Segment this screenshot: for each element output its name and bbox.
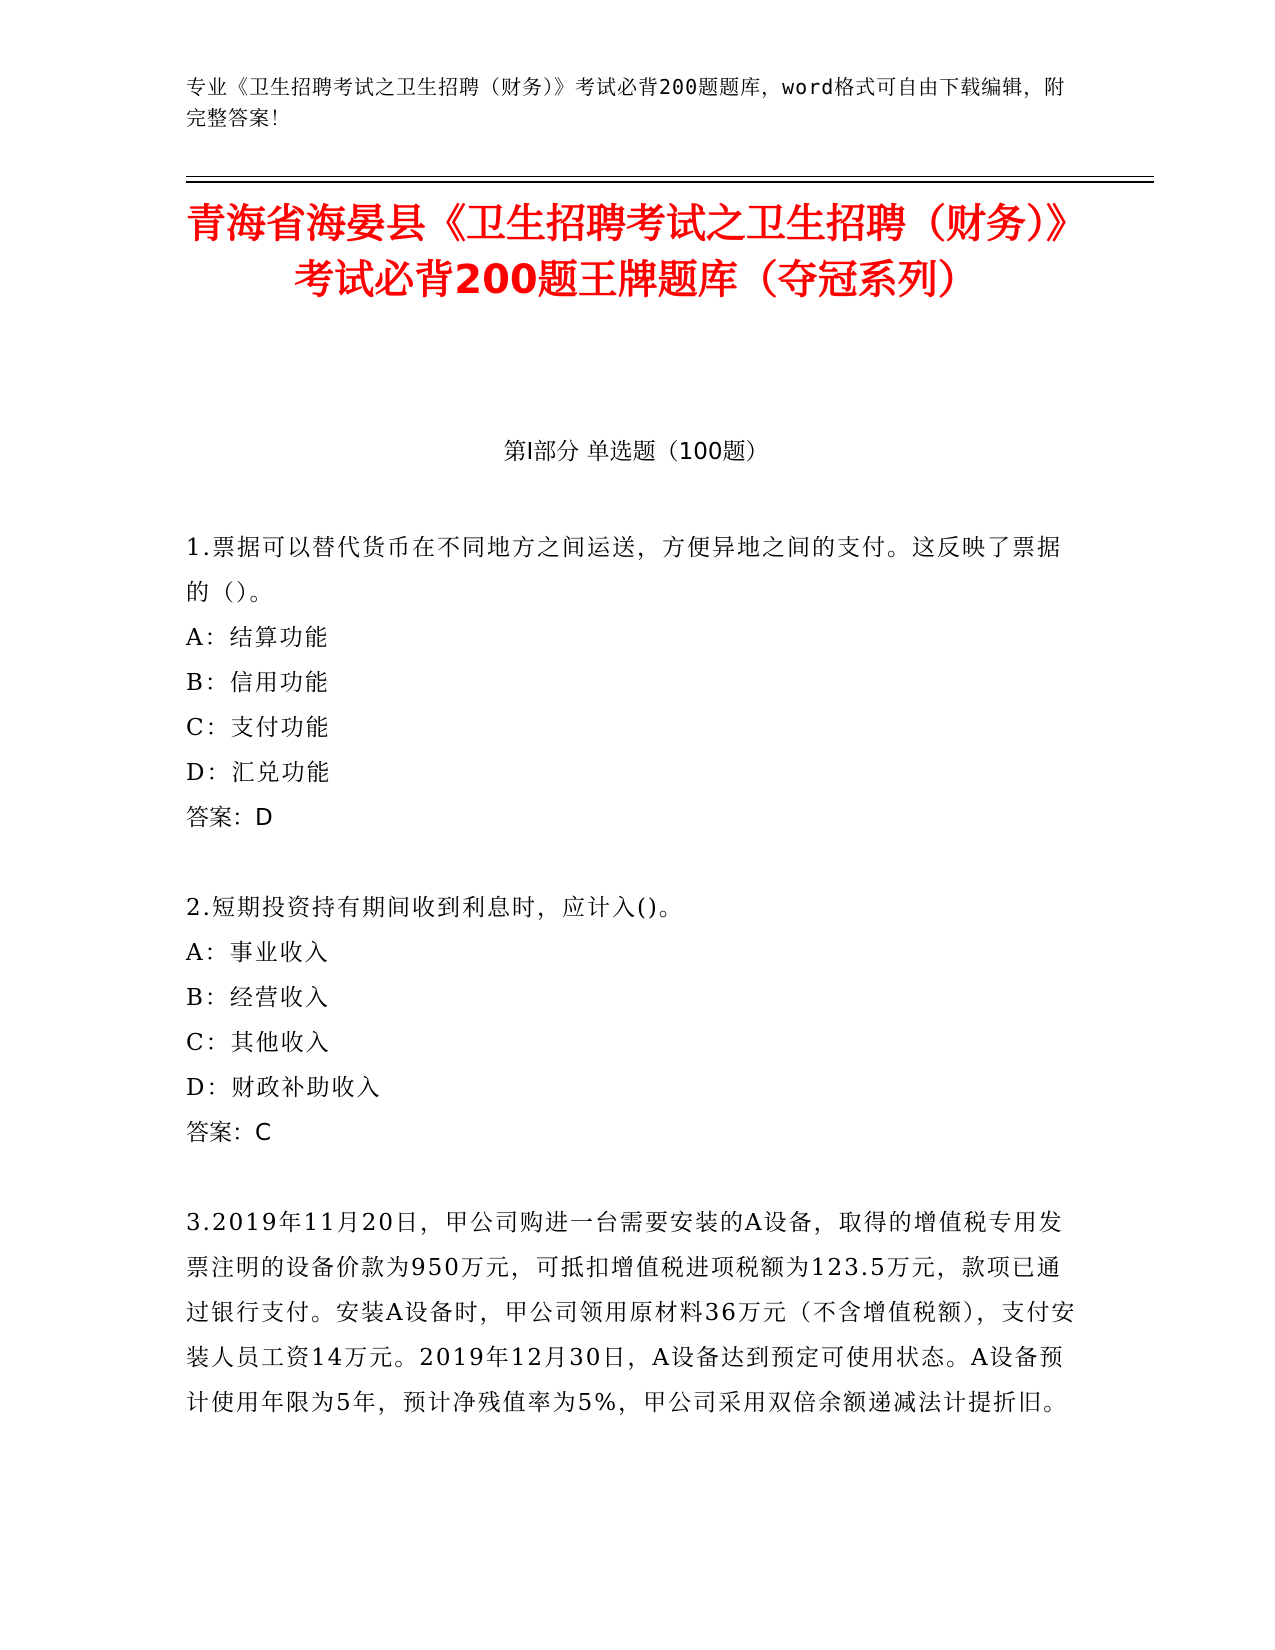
- header-divider-thick: [186, 181, 1154, 183]
- option-b: B：信用功能: [186, 670, 330, 696]
- answer-value: D: [255, 805, 273, 831]
- question-stem: 1.票据可以替代货币在不同地方之间运送，方便异地之间的支付。这反映了票据的（）。: [186, 535, 1062, 606]
- option-d: D：财政补助收入: [186, 1075, 382, 1101]
- document-title: 青海省海晏县《卫生招聘考试之卫生招聘（财务）》考试必背200题王牌题库（夺冠系列）: [186, 201, 1086, 303]
- answer-line: [186, 1111, 1086, 1156]
- answer-label: 答案：: [186, 805, 255, 831]
- answer-line: [186, 796, 1086, 841]
- section-title: 第I部分 单选题（100题）: [503, 439, 769, 465]
- option-d: D：汇兑功能: [186, 760, 332, 786]
- option-a: A：事业收入: [186, 940, 330, 966]
- question-stem: 2.短期投资持有期间收到利息时，应计入()。: [186, 895, 684, 921]
- question-stem: 3.2019年11月20日，甲公司购进一台需要安装的A设备，取得的增值税专用发票注明的设备价款为950万元，可抵扣增值税进项税额为123.5万元，款项已通过银行支付。安装A设备时，甲公司领用原材料36万元（不含增值税额），支付安装人员工资14万元。2019年12月30日，A设备达到预定可使用状态。A设备预计使用年限为5年，预计净残值率为5%，甲公司采用双倍余额递减法计提折旧。: [186, 1210, 1077, 1416]
- answer-value: C: [255, 1120, 272, 1146]
- question-list: [186, 526, 1086, 1471]
- option-a: A：结算功能: [186, 625, 330, 651]
- answer-label: 答案：: [186, 1120, 255, 1146]
- option-c: C：其他收入: [186, 1030, 331, 1056]
- question-1: [186, 526, 1086, 841]
- option-b: B：经营收入: [186, 985, 330, 1011]
- question-2: [186, 886, 1086, 1156]
- question-3: [186, 1201, 1086, 1426]
- header-note: 专业《卫生招聘考试之卫生招聘（财务）》考试必背200题题库，word格式可自由下载编辑，附完整答案！: [186, 75, 1066, 130]
- header-divider-thin: [186, 176, 1154, 177]
- option-c: C：支付功能: [186, 715, 331, 741]
